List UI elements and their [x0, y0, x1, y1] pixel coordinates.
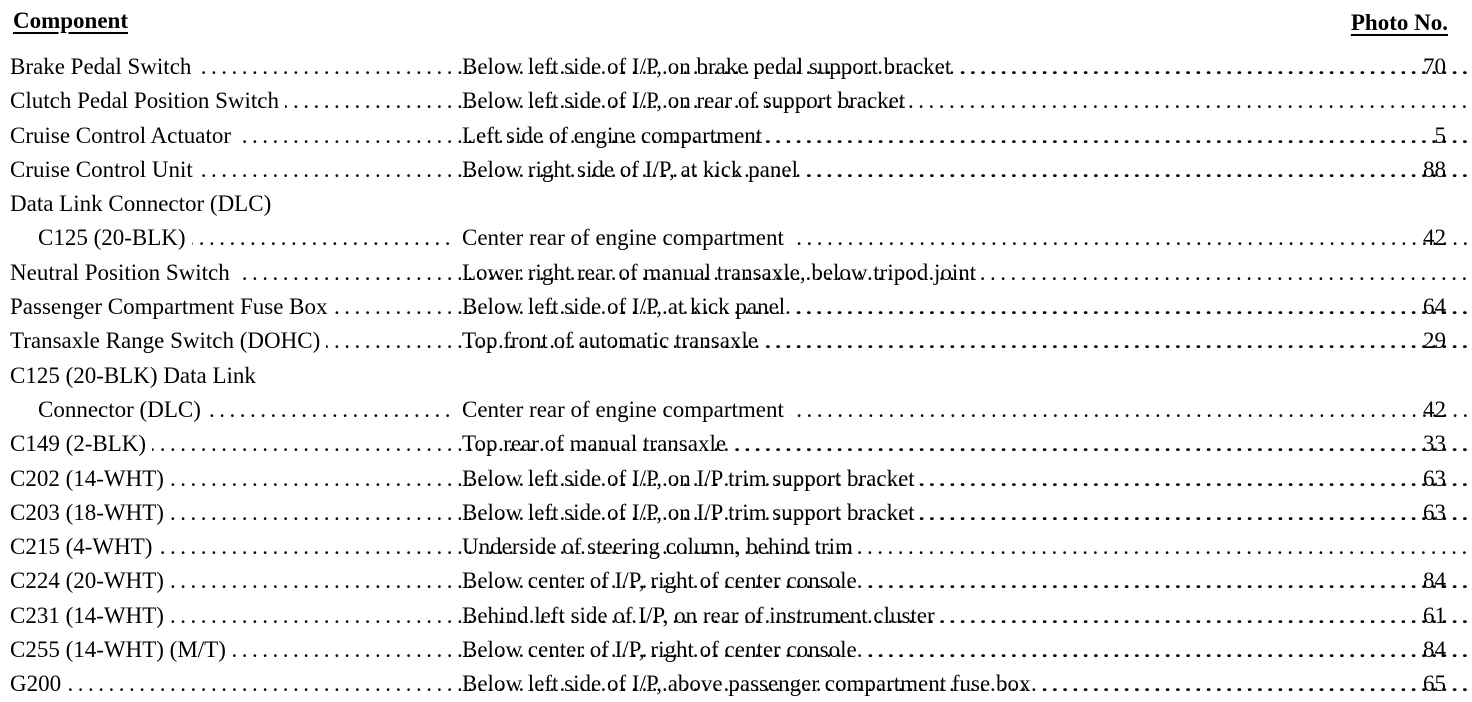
dot-leader [804, 153, 1472, 187]
table-row [0, 427, 1472, 461]
location-cell [462, 462, 1472, 496]
table-row [0, 221, 1472, 255]
table-row [0, 667, 1472, 701]
location-cell [462, 496, 1472, 530]
location-text: Below center of I/P, right of center console [462, 568, 857, 594]
photo-number: 88 [1423, 156, 1446, 182]
component-name: C203 (18-WHT) [10, 499, 164, 525]
location-cell [462, 324, 1472, 358]
photo-number: 84 [1423, 637, 1446, 663]
component-cell [38, 393, 455, 427]
dot-leader [911, 84, 1472, 118]
location-cell [462, 50, 1472, 84]
photo-number: 65 [1423, 671, 1446, 697]
table-row [0, 599, 1472, 633]
location-text: Below left side of I/P, above passenger compartment fuse box [462, 671, 1031, 697]
location-text: Center rear of engine compartment [462, 396, 784, 422]
location-cell [462, 599, 1472, 633]
location-cell [462, 393, 1472, 427]
component-name: C125 (20-BLK) Data Link [10, 362, 256, 388]
location-cell [462, 633, 1472, 667]
photo-number: 61 [1423, 602, 1446, 628]
table-row [0, 187, 1472, 221]
photo-number: 42 [1423, 225, 1446, 251]
location-cell [462, 427, 1472, 461]
location-text: Below left side of I/P, at kick panel [462, 294, 786, 320]
photo-number: 42 [1423, 396, 1446, 422]
location-text: Below left side of I/P, on I/P trim support bracket [462, 499, 915, 525]
component-location-table [0, 50, 1472, 702]
table-row [0, 119, 1472, 153]
component-name: Transaxle Range Switch (DOHC) [10, 328, 321, 354]
component-name: C224 (20-WHT) [10, 568, 164, 594]
component-name: Cruise Control Unit [10, 156, 193, 182]
component-cell [10, 187, 1472, 221]
table-row [0, 359, 1472, 393]
component-name: C231 (14-WHT) [10, 602, 164, 628]
table-row [0, 564, 1472, 598]
location-text: Lower right rear of manual transaxle, below tripod joint [462, 259, 977, 285]
location-text: Top front of automatic transaxle [462, 328, 759, 354]
location-text: Top rear of manual transaxle [462, 431, 727, 457]
table-row [0, 496, 1472, 530]
table-row [0, 633, 1472, 667]
dot-leader [764, 324, 1472, 358]
component-name: Neutral Position Switch [10, 259, 230, 285]
table-header [0, 4, 1472, 40]
dot-leader [790, 221, 1472, 255]
component-name: C255 (14-WHT) (M/T) [10, 637, 226, 663]
dot-leader [863, 564, 1472, 598]
component-cell [10, 359, 1472, 393]
table-row [0, 153, 1472, 187]
dot-leader [941, 599, 1472, 633]
dot-leader [982, 256, 1472, 290]
dot-leader [921, 496, 1472, 530]
dot-leader [863, 633, 1472, 667]
location-cell [462, 256, 1472, 290]
component-name: Passenger Compartment Fuse Box [10, 294, 328, 320]
location-text: Left side of engine compartment [462, 122, 763, 148]
location-text: Below left side of I/P, on brake pedal support bracket [462, 54, 952, 79]
location-text: Below center of I/P, right of center console [462, 637, 857, 663]
location-text: Behind left side of I/P, on rear of instrument cluster [462, 602, 935, 628]
component-name: C149 (2-BLK) [10, 431, 147, 457]
location-cell [462, 84, 1472, 118]
photo-number: 63 [1423, 465, 1446, 491]
dot-leader [859, 530, 1472, 564]
table-row [0, 256, 1472, 290]
component-name: Brake Pedal Switch [10, 54, 192, 79]
dot-leader [732, 427, 1472, 461]
photo-number: 84 [1423, 568, 1446, 594]
location-cell [462, 119, 1472, 153]
photo-number: 63 [1423, 499, 1446, 525]
location-text: Underside of steering column, behind trim [462, 534, 853, 560]
dot-leader [790, 393, 1472, 427]
table-row [0, 50, 1472, 84]
table-row [0, 290, 1472, 324]
location-text: Center rear of engine compartment [462, 225, 784, 251]
component-column-header: Component [13, 8, 129, 33]
dot-leader [207, 393, 455, 427]
photo-number: 64 [1423, 294, 1446, 320]
table-row [0, 462, 1472, 496]
dot-leader [768, 119, 1472, 153]
table-row [0, 324, 1472, 358]
component-name: C125 (20-BLK) [38, 225, 186, 251]
component-name: C215 (4-WHT) [10, 534, 153, 560]
location-cell [462, 530, 1472, 564]
dot-leader [791, 290, 1472, 324]
component-cell [38, 221, 455, 255]
dot-leader [921, 462, 1472, 496]
table-row [0, 530, 1472, 564]
photo-number: 5 [1434, 122, 1446, 148]
location-cell [462, 290, 1472, 324]
location-cell [462, 221, 1472, 255]
dot-leader [277, 187, 1472, 221]
dot-leader [262, 359, 1472, 393]
component-name: Connector (DLC) [38, 396, 201, 422]
photo-number: 29 [1423, 328, 1446, 354]
component-name: Data Link Connector (DLC) [10, 191, 272, 217]
location-text: Below left side of I/P, on I/P trim support bracket [462, 465, 915, 491]
dot-leader [957, 50, 1472, 84]
component-name: G200 [10, 671, 62, 697]
location-text: Below left side of I/P, on rear of support bracket [462, 88, 906, 114]
photo-number-column-header: Photo No. [1350, 10, 1448, 35]
location-cell [462, 564, 1472, 598]
location-cell [462, 667, 1472, 701]
component-name: Cruise Control Actuator [10, 122, 232, 148]
photo-number: 70 [1423, 54, 1446, 79]
table-row [0, 393, 1472, 427]
component-name: C202 (14-WHT) [10, 465, 164, 491]
table-row [0, 84, 1472, 118]
location-cell [462, 153, 1472, 187]
photo-number: 33 [1423, 431, 1446, 457]
dot-leader [192, 221, 455, 255]
component-name: Clutch Pedal Position Switch [10, 88, 279, 114]
location-text: Below right side of I/P, at kick panel [462, 156, 798, 182]
